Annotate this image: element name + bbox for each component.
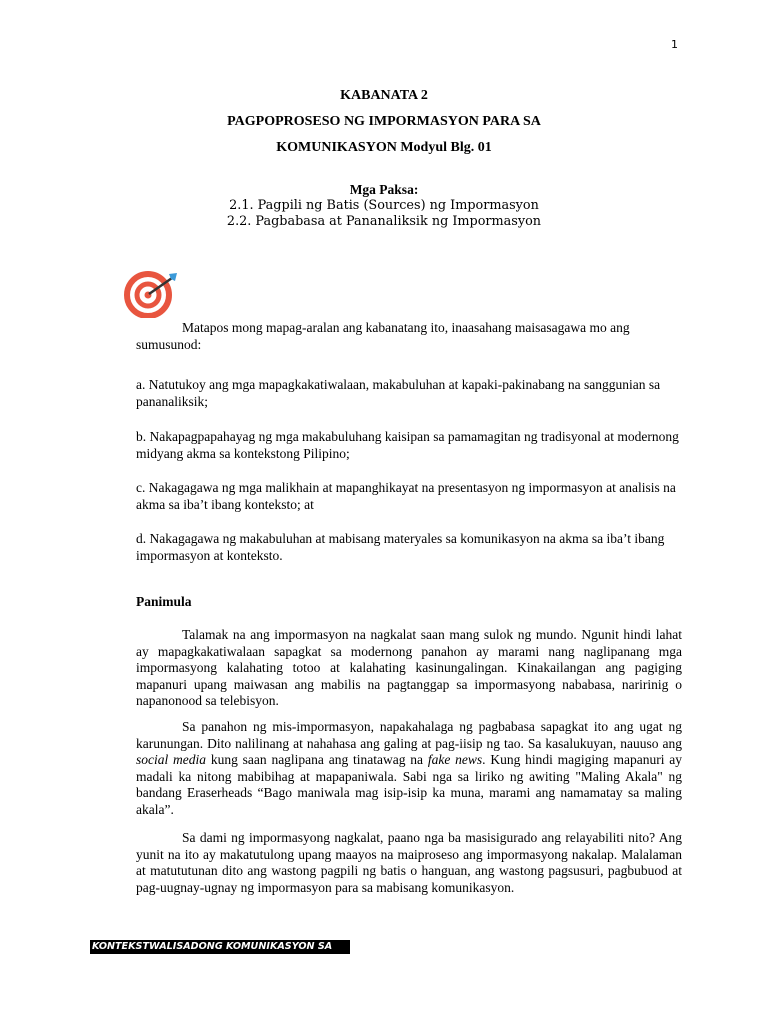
footer-course-title: KONTEKSTWALISADONG KOMUNIKASYON SA (90, 940, 350, 954)
emphasis-fake-news: fake news (427, 752, 483, 767)
paragraph-text: Sa panahon ng mis-impormasyon, napakahalaga ng pagbabasa sapagkat ito ang ugat ng karunungan. Dito nalilinang at nahahasa ang galing at pag-iisip ng tao. Sa kasalukuyan, nauuso ang (136, 719, 682, 751)
paragraph-text: . Kung hindi magiging mapanuri ay madali ka nitong mabibihag at mapapaniwala. Sabi nga sa liriko ng awiting "Maling Akala" ng bandang Eraserheads “Bago maniwala mag isip-isip ka muna, marami ang namamatay sa maling akala”. (136, 752, 682, 817)
paragraph-text: kung saan naglipana ang tinatawag na (206, 752, 428, 767)
topic-item: 2.2. Pagbabasa at Pananaliksik ng Impormasyon (226, 214, 542, 229)
objective-item-c: c. Nakagagawa ng mga malikhain at mapanghikayat na presentasyon ng impormasyon at analisis na akma sa iba’t ibang konteksto; at (136, 480, 676, 512)
topics-heading: Mga Paksa: (349, 182, 419, 197)
intro-paragraph-2 (136, 719, 682, 818)
page-number: 1 (671, 38, 678, 51)
emphasis-social-media: social media (136, 752, 207, 767)
chapter-title: KABANATA 2 (340, 88, 428, 103)
target-icon (115, 270, 185, 318)
module-title-line1: PAGPOPROSESO NG IMPORMASYON PARA SA (227, 114, 541, 129)
objective-item-b: b. Nakapagpapahayag ng mga makabuluhang kaisipan sa pamamagitan ng tradisyonal at modernong midyang akma sa kontekstong Pilipino; (136, 429, 679, 461)
intro-paragraph-3: Sa dami ng impormasyong nagkalat, paano nga ba masisigurado ang relayabiliti nito? Ang yunit na ito ay makatutulong upang maayos na maiproseso ang impormasyong nakalap. Malalaman at matututunan dito ang wastong pagpili ng batis o hanguan, ang wastong pagsusuri, pagbubuod at pag-uugnay-ugnay ng impormasyon para sa mabisang komunikasyon. (136, 830, 682, 895)
objective-item-a: a. Natutukoy ang mga mapagkakatiwalaan, makabuluhan at kapaki-pakinabang na sanggunian sa pananaliksik; (136, 377, 661, 409)
section-heading: Panimula (136, 594, 192, 609)
objectives-intro: Matapos mong mapag-aralan ang kabanatang ito, inaasahang maisasagawa mo ang sumusunod: (136, 320, 630, 352)
module-title-line2: KOMUNIKASYON Modyul Blg. 01 (276, 140, 492, 155)
objective-item-d: d. Nakagagawa ng makabuluhan at mabisang materyales sa komunikasyon na akma sa iba’t ibang impormasyon at konteksto. (136, 531, 665, 563)
intro-paragraph-1: Talamak na ang impormasyon na nagkalat saan mang sulok ng mundo. Ngunit hindi lahat ay mapagkakatiwalaan sapagkat sa modernong panahon ay marami nang naglipanang mga impormasyong kalahating totoo at kalahating kasinungalingan. Kinakailangan ang pagiging mapanuri upang maiwasan ang mabilis na pagtanggap sa impormasyong nababasa, naririnig o napanonood sa telebisyon. (136, 627, 682, 708)
topic-item: 2.1. Pagpili ng Batis (Sources) ng Impormasyon (229, 198, 539, 213)
topics-section (0, 182, 768, 230)
